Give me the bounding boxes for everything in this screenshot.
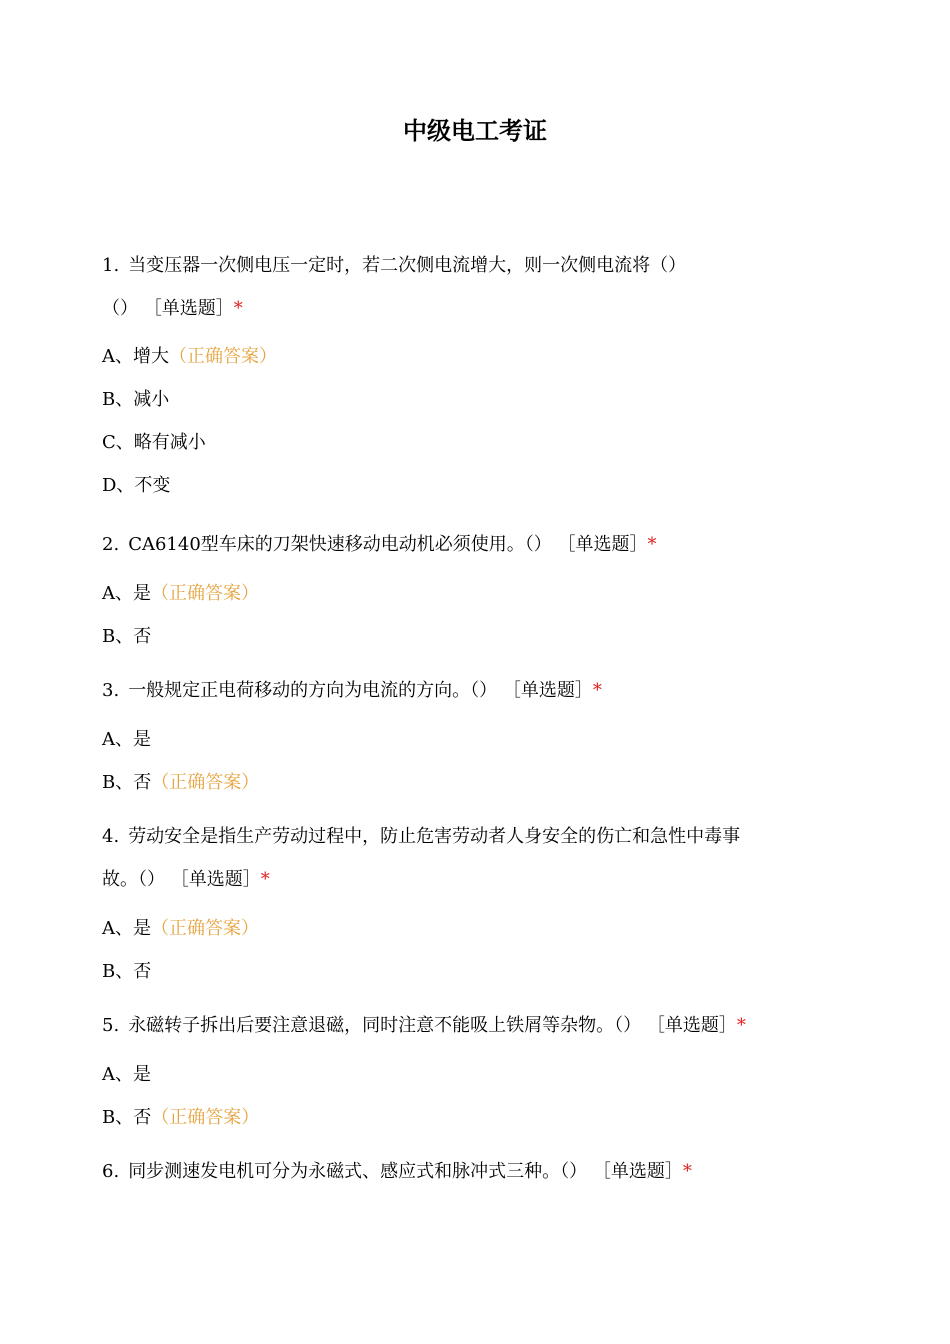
correct-answer-tag: （正确答案） (151, 772, 260, 793)
question-type: ［单选题］ (502, 680, 593, 701)
question-number: 1. (102, 255, 120, 276)
option-label: B、否 (102, 772, 152, 793)
correct-answer-tag: （正确答案） (151, 1107, 260, 1128)
option-4a[interactable] (102, 915, 259, 943)
question-type: ［单选题］ (646, 1015, 737, 1036)
question-4-line-1 (102, 815, 842, 858)
question-number: 3. (102, 680, 120, 701)
option-label: A、是 (102, 729, 151, 750)
page-title: 中级电工考证 (403, 117, 547, 145)
question-number: 6. (102, 1161, 120, 1182)
option-5b[interactable] (102, 1104, 259, 1132)
question-type: ［单选题］ (592, 1161, 683, 1182)
correct-answer-tag: （正确答案） (151, 583, 259, 604)
question-6 (102, 1150, 842, 1193)
question-text: 当变压器一次侧电压一定时，若二次侧电流增大，则一次侧电流将（） (128, 255, 687, 276)
option-2b[interactable] (102, 623, 151, 651)
option-1b[interactable] (102, 386, 169, 414)
question-4 (102, 815, 842, 901)
option-label: D、不变 (102, 475, 171, 496)
question-4-line-2 (102, 858, 842, 901)
option-label: A、增大 (102, 346, 169, 367)
required-mark: * (647, 534, 657, 555)
question-text: CA6140型车床的刀架快速移动电动机必须使用。（） (128, 534, 552, 555)
option-3b[interactable] (102, 769, 259, 797)
option-label: B、否 (102, 1107, 152, 1128)
question-type: ［单选题］ (143, 298, 234, 319)
question-number: 2. (102, 534, 120, 555)
option-3a[interactable] (102, 726, 151, 754)
question-text: 劳动安全是指生产劳动过程中，防止危害劳动者人身安全的伤亡和急性中毒事 (128, 826, 741, 847)
correct-answer-tag: （正确答案） (151, 918, 259, 939)
question-1 (102, 244, 842, 330)
option-5a[interactable] (102, 1061, 151, 1089)
option-2a[interactable] (102, 580, 259, 608)
required-mark: * (736, 1015, 746, 1036)
question-3 (102, 669, 842, 712)
option-4b[interactable] (102, 958, 151, 986)
option-1d[interactable] (102, 472, 170, 500)
required-mark: * (260, 869, 270, 890)
option-1a[interactable] (102, 343, 277, 371)
question-text-continued: 故。（） (102, 869, 165, 890)
question-text-continued: （） (102, 298, 138, 319)
option-label: A、是 (102, 583, 151, 604)
option-label: B、否 (102, 626, 152, 647)
question-number: 4. (102, 826, 120, 847)
option-1c[interactable] (102, 429, 206, 457)
option-label: A、是 (102, 918, 151, 939)
option-label: C、略有减小 (102, 432, 206, 453)
correct-answer-tag: （正确答案） (169, 346, 277, 367)
option-label: B、否 (102, 961, 152, 982)
option-label: A、是 (102, 1064, 151, 1085)
question-type: ［单选题］ (170, 869, 261, 890)
option-label: B、减小 (102, 389, 170, 410)
required-mark: * (233, 298, 243, 319)
question-5 (102, 1004, 842, 1047)
question-1-line-2 (102, 287, 842, 330)
question-2 (102, 523, 842, 566)
question-number: 5. (102, 1015, 120, 1036)
question-text: 永磁转子拆出后要注意退磁，同时注意不能吸上铁屑等杂物。（） (128, 1015, 642, 1036)
question-type: ［单选题］ (557, 534, 648, 555)
required-mark: * (682, 1161, 692, 1182)
question-text: 同步测速发电机可分为永磁式、感应式和脉冲式三种。（） (128, 1161, 588, 1182)
question-text: 一般规定正电荷移动的方向为电流的方向。（） (128, 680, 498, 701)
required-mark: * (592, 680, 602, 701)
question-1-line-1 (102, 244, 842, 287)
